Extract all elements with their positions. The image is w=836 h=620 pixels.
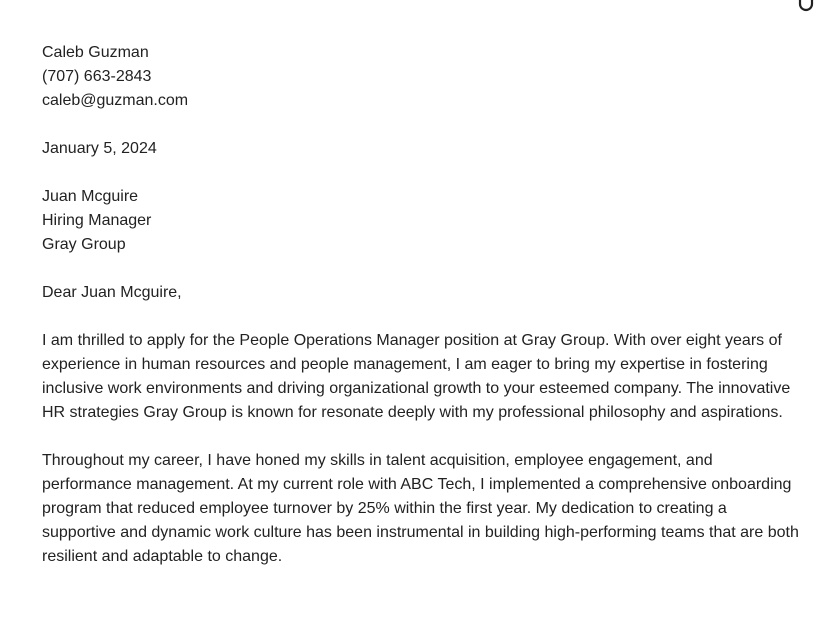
salutation-text: Dear Juan Mcguire, (42, 284, 182, 301)
body-paragraph-1: I am thrilled to apply for the People Operations Manager position at Gray Group. With over eight years of experience in human resources and people management, I am eager to bring my expertise in fostering inclusive work environments and driving organizational growth to your esteemed company. The innovative HR strategies Gray Group is known for resonate deeply with my professional philosophy and aspirations. (42, 332, 791, 421)
recipient-name: Juan Mcguire (42, 188, 139, 205)
attachment-icon[interactable] (798, 0, 814, 14)
sender-name: Caleb Guzman (42, 44, 149, 61)
body-paragraph-2: Throughout my career, I have honed my skills in talent acquisition, employee engagement, and performance management. At my current role with ABC Tech, I implemented a comprehensive onboarding program that reduced employee turnover by 25% within the first year. My dedication to creating a supportive and dynamic work culture has been instrumental in building high-performing teams that are both resilient and adaptable to change. (42, 452, 799, 565)
recipient-title: Hiring Manager (42, 212, 152, 229)
recipient-block (42, 185, 802, 257)
recipient-company: Gray Group (42, 236, 126, 253)
salutation (42, 281, 802, 305)
sender-phone: (707) 663-2843 (42, 68, 152, 85)
letter-date: January 5, 2024 (42, 140, 157, 157)
sender-email: caleb@guzman.com (42, 92, 189, 109)
date-block (42, 137, 802, 161)
cover-letter (42, 41, 802, 593)
sender-block (42, 41, 802, 113)
